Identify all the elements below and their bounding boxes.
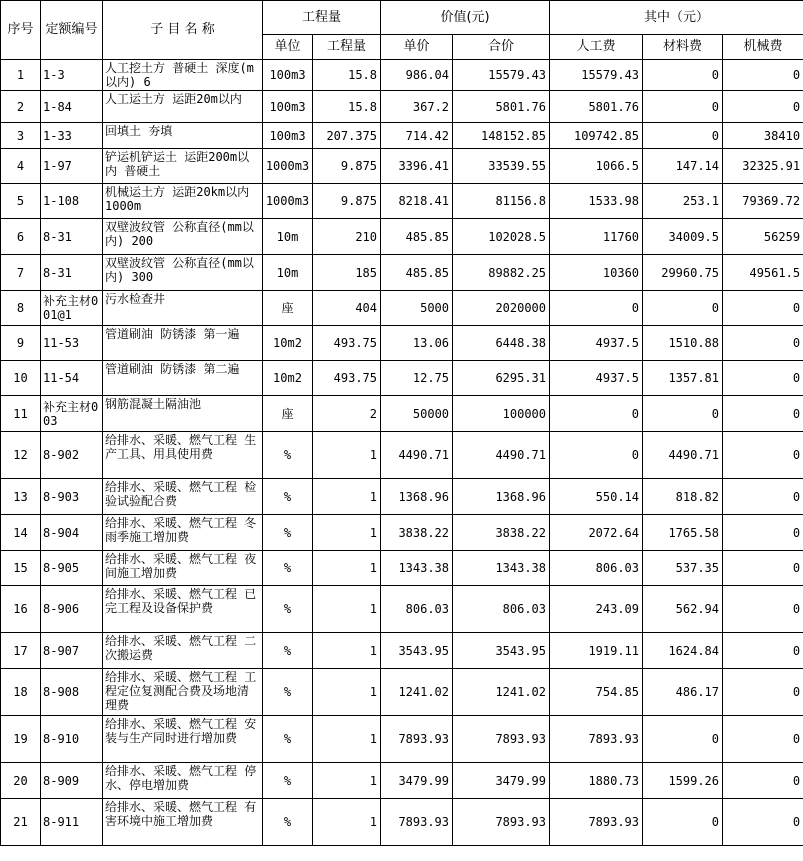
- row-unit-price: 1241.02: [381, 669, 453, 716]
- row-unit: 1000m3: [263, 149, 313, 184]
- row-seq: 12: [1, 432, 41, 479]
- row-unit: %: [263, 432, 313, 479]
- row-labor: 0: [550, 396, 643, 432]
- row-seq: 3: [1, 123, 41, 149]
- row-total: 3543.95: [453, 633, 550, 669]
- row-name: 回填土 夯填: [103, 123, 263, 149]
- header-quantity: 工程量: [313, 35, 381, 60]
- row-unit: %: [263, 799, 313, 846]
- header-unit-price: 单价: [381, 35, 453, 60]
- row-code: 8-908: [41, 669, 103, 716]
- table-row: [1, 669, 803, 716]
- table-row: [1, 515, 803, 551]
- row-machine: 0: [723, 763, 803, 799]
- row-machine: 32325.91: [723, 149, 803, 184]
- row-quantity: 1: [313, 633, 381, 669]
- row-unit: 10m2: [263, 361, 313, 396]
- row-unit-price: 8218.41: [381, 184, 453, 219]
- row-material: 1510.88: [643, 326, 723, 361]
- row-seq: 18: [1, 669, 41, 716]
- row-labor: 0: [550, 432, 643, 479]
- row-material: 0: [643, 716, 723, 763]
- header-unit: 单位: [263, 35, 313, 60]
- row-unit: %: [263, 479, 313, 515]
- row-code: 补充主材001@1: [41, 291, 103, 326]
- row-code: 1-33: [41, 123, 103, 149]
- row-seq: 5: [1, 184, 41, 219]
- row-quantity: 1: [313, 763, 381, 799]
- row-labor: 5801.76: [550, 91, 643, 123]
- row-name: 给排水、采暖、燃气工程 有害环境中施工增加费: [103, 799, 263, 846]
- row-machine: 49561.5: [723, 255, 803, 291]
- row-unit-price: 4490.71: [381, 432, 453, 479]
- row-quantity: 493.75: [313, 326, 381, 361]
- row-material: 1765.58: [643, 515, 723, 551]
- row-labor: 4937.5: [550, 326, 643, 361]
- row-labor: 806.03: [550, 551, 643, 586]
- row-code: 11-53: [41, 326, 103, 361]
- table-row: [1, 799, 803, 846]
- row-total: 3838.22: [453, 515, 550, 551]
- row-material: 0: [643, 60, 723, 91]
- row-machine: 0: [723, 799, 803, 846]
- row-material: 1599.26: [643, 763, 723, 799]
- row-labor: 754.85: [550, 669, 643, 716]
- row-seq: 9: [1, 326, 41, 361]
- table-row: [1, 633, 803, 669]
- row-machine: 0: [723, 716, 803, 763]
- row-unit: 10m: [263, 255, 313, 291]
- header-total: 合价: [453, 35, 550, 60]
- header-row-1: [1, 1, 803, 35]
- row-unit: 100m3: [263, 91, 313, 123]
- row-total: 100000: [453, 396, 550, 432]
- row-machine: 38410: [723, 123, 803, 149]
- row-name: 给排水、采暖、燃气工程 生产工具、用具使用费: [103, 432, 263, 479]
- row-unit-price: 7893.93: [381, 799, 453, 846]
- row-material: 0: [643, 799, 723, 846]
- row-quantity: 493.75: [313, 361, 381, 396]
- row-seq: 11: [1, 396, 41, 432]
- row-machine: 0: [723, 551, 803, 586]
- row-quantity: 207.375: [313, 123, 381, 149]
- table-row: [1, 91, 803, 123]
- row-code: 8-909: [41, 763, 103, 799]
- table-row: [1, 396, 803, 432]
- row-total: 806.03: [453, 586, 550, 633]
- row-material: 0: [643, 123, 723, 149]
- table-row: [1, 716, 803, 763]
- row-unit-price: 1343.38: [381, 551, 453, 586]
- row-unit: 100m3: [263, 123, 313, 149]
- row-unit-price: 714.42: [381, 123, 453, 149]
- row-unit-price: 13.06: [381, 326, 453, 361]
- row-seq: 6: [1, 219, 41, 255]
- row-name: 双壁波纹管 公称直径(mm以内) 200: [103, 219, 263, 255]
- row-name: 机械运土方 运距20km以内 1000m: [103, 184, 263, 219]
- row-total: 1343.38: [453, 551, 550, 586]
- row-seq: 2: [1, 91, 41, 123]
- row-seq: 19: [1, 716, 41, 763]
- row-total: 148152.85: [453, 123, 550, 149]
- row-machine: 0: [723, 586, 803, 633]
- row-unit: %: [263, 669, 313, 716]
- row-machine: 79369.72: [723, 184, 803, 219]
- row-machine: 0: [723, 396, 803, 432]
- row-seq: 14: [1, 515, 41, 551]
- row-unit: %: [263, 551, 313, 586]
- row-labor: 1880.73: [550, 763, 643, 799]
- row-quantity: 185: [313, 255, 381, 291]
- row-seq: 17: [1, 633, 41, 669]
- row-total: 4490.71: [453, 432, 550, 479]
- header-seq: 序号: [1, 1, 41, 60]
- row-total: 2020000: [453, 291, 550, 326]
- row-code: 11-54: [41, 361, 103, 396]
- row-labor: 109742.85: [550, 123, 643, 149]
- row-material: 0: [643, 91, 723, 123]
- header-quantity-group: 工程量: [263, 1, 381, 35]
- row-name: 双壁波纹管 公称直径(mm以内) 300: [103, 255, 263, 291]
- row-name: 给排水、采暖、燃气工程 已完工程及设备保护费: [103, 586, 263, 633]
- row-quantity: 15.8: [313, 91, 381, 123]
- row-quantity: 1: [313, 799, 381, 846]
- row-total: 81156.8: [453, 184, 550, 219]
- table-row: [1, 123, 803, 149]
- row-labor: 15579.43: [550, 60, 643, 91]
- row-total: 1368.96: [453, 479, 550, 515]
- row-machine: 0: [723, 60, 803, 91]
- row-material: 0: [643, 291, 723, 326]
- header-material: 材料费: [643, 35, 723, 60]
- row-quantity: 1: [313, 669, 381, 716]
- row-material: 562.94: [643, 586, 723, 633]
- row-material: 147.14: [643, 149, 723, 184]
- table-row: [1, 479, 803, 515]
- table-row: [1, 149, 803, 184]
- row-unit: 1000m3: [263, 184, 313, 219]
- row-name: 钢筋混凝土隔油池: [103, 396, 263, 432]
- header-value-group: 价值(元): [381, 1, 550, 35]
- row-unit: 10m: [263, 219, 313, 255]
- row-code: 8-903: [41, 479, 103, 515]
- row-unit: %: [263, 515, 313, 551]
- row-name: 铲运机铲运土 运距200m以内 普硬土: [103, 149, 263, 184]
- row-name: 管道刷油 防锈漆 第二遍: [103, 361, 263, 396]
- row-seq: 16: [1, 586, 41, 633]
- row-unit-price: 3543.95: [381, 633, 453, 669]
- row-machine: 0: [723, 432, 803, 479]
- row-labor: 243.09: [550, 586, 643, 633]
- table-row: [1, 361, 803, 396]
- row-total: 5801.76: [453, 91, 550, 123]
- row-machine: 0: [723, 633, 803, 669]
- row-name: 给排水、采暖、燃气工程 冬雨季施工增加费: [103, 515, 263, 551]
- row-unit-price: 3396.41: [381, 149, 453, 184]
- table-row: [1, 184, 803, 219]
- row-material: 29960.75: [643, 255, 723, 291]
- row-quantity: 1: [313, 586, 381, 633]
- row-machine: 0: [723, 326, 803, 361]
- row-name: 给排水、采暖、燃气工程 检验试验配合费: [103, 479, 263, 515]
- row-seq: 7: [1, 255, 41, 291]
- row-unit-price: 50000: [381, 396, 453, 432]
- row-code: 1-84: [41, 91, 103, 123]
- header-of-which-group: 其中（元）: [550, 1, 803, 35]
- table-body: [1, 60, 803, 846]
- row-total: 3479.99: [453, 763, 550, 799]
- row-quantity: 9.875: [313, 184, 381, 219]
- row-labor: 1066.5: [550, 149, 643, 184]
- table-row: [1, 586, 803, 633]
- row-seq: 13: [1, 479, 41, 515]
- row-unit-price: 12.75: [381, 361, 453, 396]
- row-quantity: 1: [313, 432, 381, 479]
- row-machine: 0: [723, 515, 803, 551]
- row-name: 人工运土方 运距20m以内: [103, 91, 263, 123]
- row-unit: 100m3: [263, 60, 313, 91]
- row-code: 8-910: [41, 716, 103, 763]
- row-material: 537.35: [643, 551, 723, 586]
- row-seq: 8: [1, 291, 41, 326]
- row-code: 8-904: [41, 515, 103, 551]
- row-name: 给排水、采暖、燃气工程 夜间施工增加费: [103, 551, 263, 586]
- row-total: 7893.93: [453, 716, 550, 763]
- row-unit: %: [263, 716, 313, 763]
- row-code: 8-911: [41, 799, 103, 846]
- row-seq: 15: [1, 551, 41, 586]
- row-quantity: 404: [313, 291, 381, 326]
- row-unit-price: 5000: [381, 291, 453, 326]
- header-code: 定额编号: [41, 1, 103, 60]
- row-code: 1-3: [41, 60, 103, 91]
- row-unit-price: 485.85: [381, 255, 453, 291]
- row-seq: 20: [1, 763, 41, 799]
- row-machine: 0: [723, 669, 803, 716]
- row-code: 8-906: [41, 586, 103, 633]
- table-row: [1, 219, 803, 255]
- row-name: 给排水、采暖、燃气工程 停水、停电增加费: [103, 763, 263, 799]
- table-row: [1, 432, 803, 479]
- row-labor: 7893.93: [550, 799, 643, 846]
- table-row: [1, 255, 803, 291]
- row-unit: %: [263, 763, 313, 799]
- row-machine: 56259: [723, 219, 803, 255]
- table-row: [1, 551, 803, 586]
- row-quantity: 9.875: [313, 149, 381, 184]
- row-name: 管道刷油 防锈漆 第一遍: [103, 326, 263, 361]
- row-machine: 0: [723, 291, 803, 326]
- row-unit: %: [263, 586, 313, 633]
- row-name: 污水检查井: [103, 291, 263, 326]
- row-total: 33539.55: [453, 149, 550, 184]
- row-code: 8-902: [41, 432, 103, 479]
- row-unit: 座: [263, 291, 313, 326]
- row-machine: 0: [723, 479, 803, 515]
- row-labor: 10360: [550, 255, 643, 291]
- row-code: 1-108: [41, 184, 103, 219]
- row-labor: 11760: [550, 219, 643, 255]
- row-total: 15579.43: [453, 60, 550, 91]
- row-material: 818.82: [643, 479, 723, 515]
- row-machine: 0: [723, 91, 803, 123]
- row-total: 1241.02: [453, 669, 550, 716]
- row-labor: 2072.64: [550, 515, 643, 551]
- row-seq: 10: [1, 361, 41, 396]
- row-total: 6295.31: [453, 361, 550, 396]
- row-unit-price: 7893.93: [381, 716, 453, 763]
- row-labor: 0: [550, 291, 643, 326]
- row-quantity: 2: [313, 396, 381, 432]
- row-unit: 座: [263, 396, 313, 432]
- row-quantity: 1: [313, 716, 381, 763]
- row-material: 253.1: [643, 184, 723, 219]
- row-seq: 21: [1, 799, 41, 846]
- row-unit-price: 806.03: [381, 586, 453, 633]
- header-labor: 人工费: [550, 35, 643, 60]
- row-labor: 1533.98: [550, 184, 643, 219]
- row-quantity: 15.8: [313, 60, 381, 91]
- row-unit-price: 367.2: [381, 91, 453, 123]
- row-unit-price: 3479.99: [381, 763, 453, 799]
- row-name: 给排水、采暖、燃气工程 工程定位复测配合费及场地清理费: [103, 669, 263, 716]
- row-code: 8-31: [41, 255, 103, 291]
- table-row: [1, 60, 803, 91]
- row-code: 8-31: [41, 219, 103, 255]
- row-material: 34009.5: [643, 219, 723, 255]
- row-total: 7893.93: [453, 799, 550, 846]
- row-quantity: 210: [313, 219, 381, 255]
- table-row: [1, 763, 803, 799]
- header-name: 子 目 名 称: [103, 1, 263, 60]
- row-name: 给排水、采暖、燃气工程 安装与生产同时进行增加费: [103, 716, 263, 763]
- row-total: 6448.38: [453, 326, 550, 361]
- row-material: 486.17: [643, 669, 723, 716]
- row-material: 4490.71: [643, 432, 723, 479]
- row-code: 8-905: [41, 551, 103, 586]
- row-code: 补充主材003: [41, 396, 103, 432]
- row-machine: 0: [723, 361, 803, 396]
- row-labor: 550.14: [550, 479, 643, 515]
- row-name: 人工挖土方 普硬土 深度(m以内) 6: [103, 60, 263, 91]
- row-unit-price: 1368.96: [381, 479, 453, 515]
- row-unit-price: 986.04: [381, 60, 453, 91]
- row-unit-price: 485.85: [381, 219, 453, 255]
- row-seq: 4: [1, 149, 41, 184]
- row-total: 89882.25: [453, 255, 550, 291]
- row-seq: 1: [1, 60, 41, 91]
- row-name: 给排水、采暖、燃气工程 二次搬运费: [103, 633, 263, 669]
- row-labor: 4937.5: [550, 361, 643, 396]
- row-unit-price: 3838.22: [381, 515, 453, 551]
- row-code: 1-97: [41, 149, 103, 184]
- row-quantity: 1: [313, 551, 381, 586]
- row-material: 0: [643, 396, 723, 432]
- row-unit: 10m2: [263, 326, 313, 361]
- header-machine: 机械费: [723, 35, 803, 60]
- row-labor: 7893.93: [550, 716, 643, 763]
- table-row: [1, 291, 803, 326]
- row-unit: %: [263, 633, 313, 669]
- row-material: 1357.81: [643, 361, 723, 396]
- row-labor: 1919.11: [550, 633, 643, 669]
- row-quantity: 1: [313, 515, 381, 551]
- row-quantity: 1: [313, 479, 381, 515]
- table-row: [1, 326, 803, 361]
- row-code: 8-907: [41, 633, 103, 669]
- row-material: 1624.84: [643, 633, 723, 669]
- row-total: 102028.5: [453, 219, 550, 255]
